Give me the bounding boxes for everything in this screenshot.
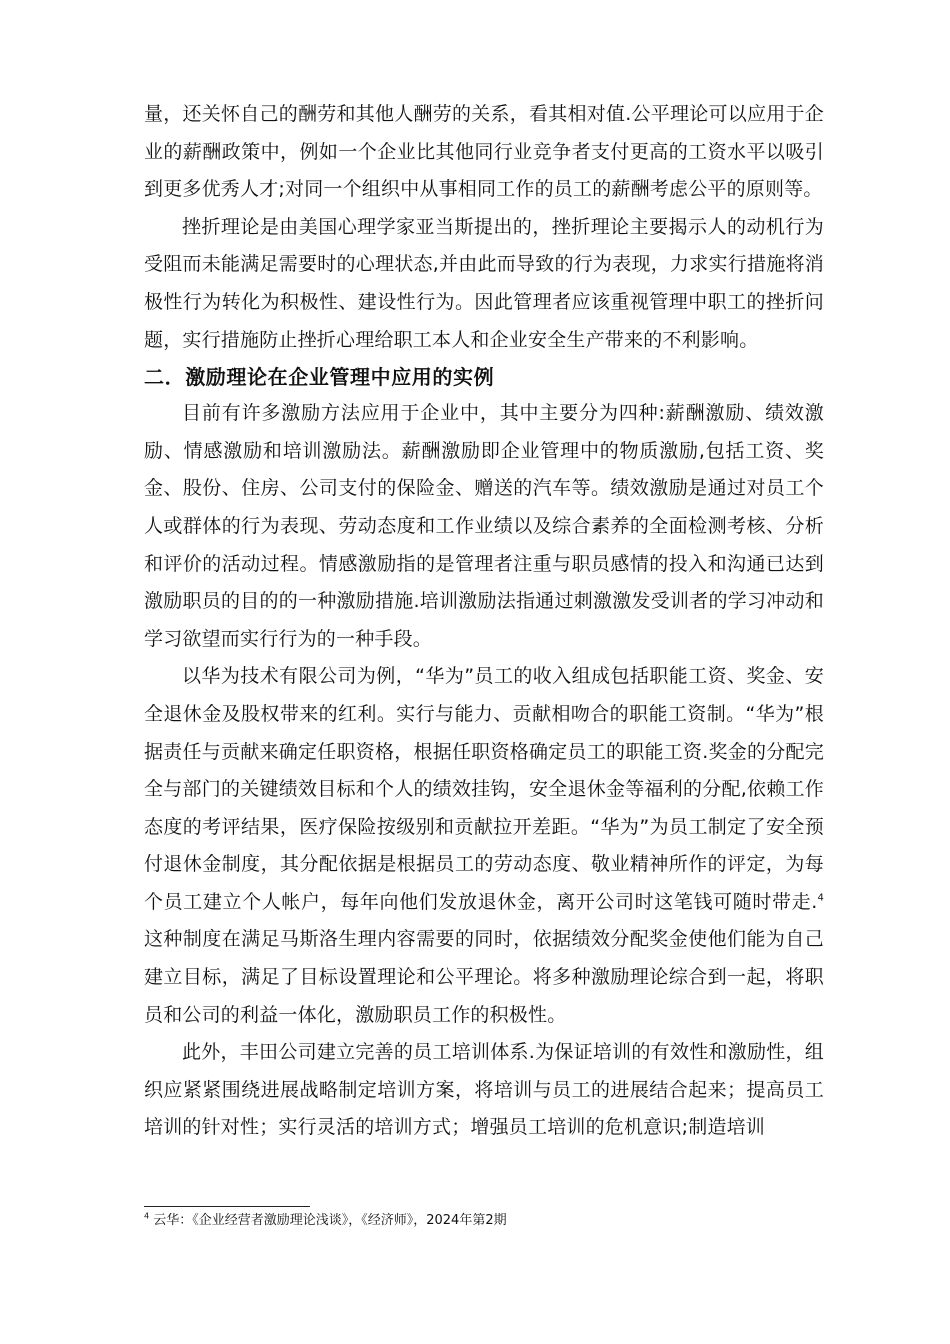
footnote-text: 云华：《企业经营者激励理论浅谈》，《经济师》，2024年第2期 bbox=[153, 1213, 507, 1228]
footnote-reference[interactable]: 4 bbox=[817, 892, 824, 904]
paragraph-huawei-example bbox=[144, 658, 824, 1034]
paragraph-toyota-example: 此外，丰田公司建立完善的员工培训体系.为保证培训的有效性和激励性，组织应紧紧围绕进展战略制定培训方案，将培训与员工的进展结合起来；提高员工培训的针对性；实行灵活的培训方式；增强员工培训的危机意识;制造培训 bbox=[144, 1041, 824, 1139]
footnote-marker: 4 bbox=[144, 1211, 150, 1221]
huawei-text-part-2: 这种制度在满足马斯洛生理内容需要的同时，依据绩效分配奖金使他们能为自己建立目标，满足了目标设置理论和公平理论。将多种激励理论综合到一起，将职员和公司的利益一体化，激励职员工作的积极性。 bbox=[144, 928, 824, 1026]
document-page bbox=[144, 96, 824, 1147]
paragraph-equity-theory: 量，还关怀自己的酬劳和其他人酬劳的关系，看其相对值.公平理论可以应用于企业的薪酬政策中，例如一个企业比其他同行业竞争者支付更高的工资水平以吸引到更多优秀人才;对同一个组织中从事相同工作的员工的薪酬考虑公平的原则等。 bbox=[144, 103, 824, 201]
section-heading: 二．激励理论在企业管理中应用的实例 bbox=[144, 365, 495, 390]
footnote bbox=[144, 1211, 824, 1231]
paragraph-incentive-methods: 目前有许多激励方法应用于企业中，其中主要分为四种:薪酬激励、绩效激励、情感激励和培训激励法。薪酬激励即企业管理中的物质激励,包括工资、奖金、股份、住房、公司支付的保险金、赠送的汽车等。绩效激励是通过对员工个人或群体的行为表现、劳动态度和工作业绩以及综合素养的全面检测考核、分析和评价的活动过程。情感激励指的是管理者注重与职员感情的投入和沟通已达到激励职员的目的的一种激励措施.培训激励法指通过刺激激发受训者的学习冲动和学习欲望而实行行为的一种手段。 bbox=[144, 402, 824, 650]
footnote-divider bbox=[144, 1206, 310, 1207]
huawei-text-part-1: 以华为技术有限公司为例，“华为”员工的收入组成包括职能工资、奖金、安全退休金及股权带来的红利。实行与能力、贡献相吻合的职能工资制。“华为”根据责任与贡献来确定任职资格，根据任职资格确定员工的职能工资.奖金的分配完全与部门的关键绩效目标和个人的绩效挂钩，安全退休金等福利的分配,依赖工作态度的考评结果，医疗保险按级别和贡献拉开差距。“华为”为员工制定了安全预付退休金制度，其分配依据是根据员工的劳动态度、敬业精神所作的评定，为每个员工建立个人帐户，每年向他们发放退休金，离开公司时这笔钱可随时带走. bbox=[144, 665, 824, 913]
paragraph-frustration-theory: 挫折理论是由美国心理学家亚当斯提出的，挫折理论主要揭示人的动机行为受阻而未能满足需要时的心理状态,并由此而导致的行为表现，力求实行措施将消极性行为转化为积极性、建设性行为。因此管理者应该重视管理中职工的挫折问题，实行措施防止挫折心理给职工本人和企业安全生产带来的不利影响。 bbox=[144, 215, 824, 351]
